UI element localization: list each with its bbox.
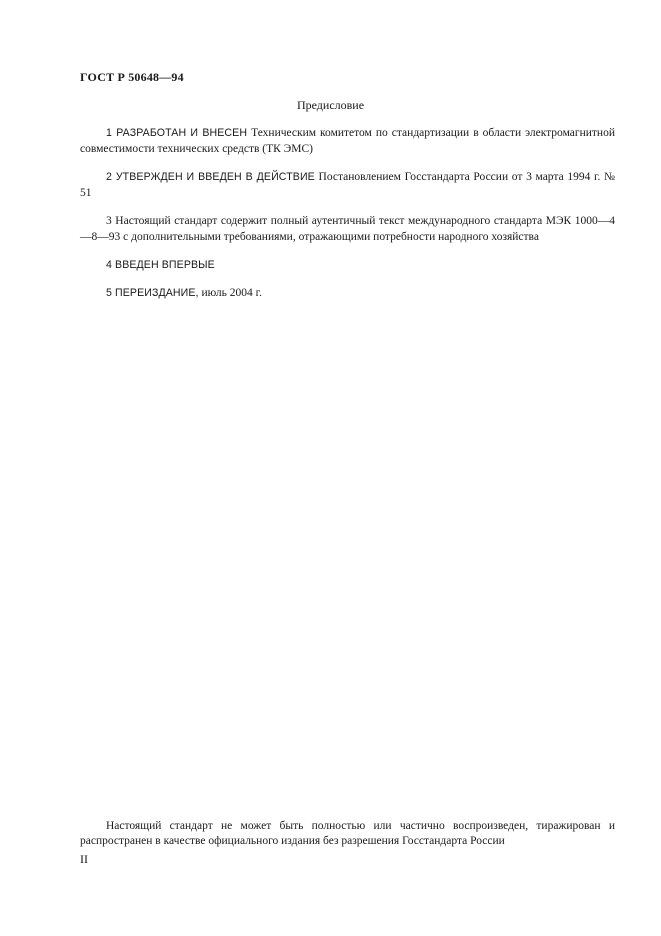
preface-item-lead: 1 РАЗРАБОТАН И ВНЕСЕН [106, 127, 248, 139]
preface-item-text: июль 2004 г. [198, 287, 262, 299]
page-header: ГОСТ Р 50648—94 [80, 70, 184, 84]
copyright-notice: Настоящий стандарт не может быть полностью или частично воспроизведен, тиражирован и распространен в качестве официального издания без разрешения Госстандарта России [80, 820, 615, 847]
preface-item-4 [80, 257, 615, 273]
preface-item-text: Постановлением Госстандарта России от 3 марта 1994 г. № 51 [80, 171, 615, 199]
preface-item-3 [80, 213, 615, 245]
preface-item-1 [80, 125, 615, 157]
preface-item-lead: 5 ПЕРЕИЗДАНИЕ, [106, 287, 199, 299]
preface-item-lead: 2 УТВЕРЖДЕН И ВВЕДЕН В ДЕЙСТВИЕ [106, 171, 315, 183]
preface-body [80, 125, 615, 313]
preface-item-text: 3 Настоящий стандарт содержит полный аутентичный текст международного стандарта МЭК 1000—4—8—93 с дополнительными требованиями, отражающими потребности народного хозяйства [80, 215, 615, 243]
preface-item-lead: 4 ВВЕДЕН ВПЕРВЫЕ [106, 259, 215, 271]
preface-item-2 [80, 169, 615, 201]
section-title: Предисловие [296, 98, 365, 112]
preface-item-5 [80, 285, 615, 301]
page-number: II [80, 852, 88, 866]
preface-item-text: Техническим комитетом по стандартизации в области электромагнитной совместимости технических средств (ТК ЭМС) [80, 127, 615, 155]
